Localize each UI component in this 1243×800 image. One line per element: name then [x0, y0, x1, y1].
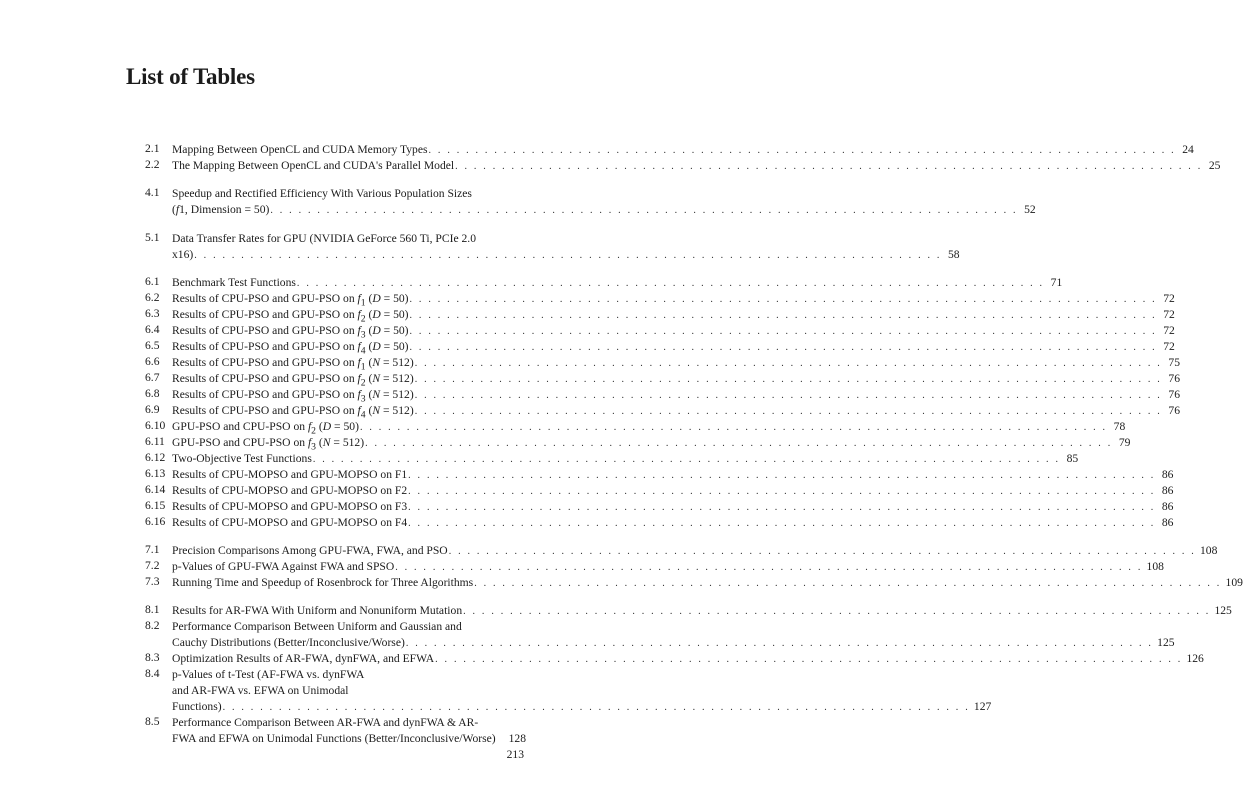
entry-page-number: 58	[947, 247, 960, 261]
entry-page-number: 79	[1118, 435, 1131, 449]
table-number: 6.7	[145, 370, 160, 384]
entry-title: Results of CPU-PSO and GPU-PSO on $f_2$ (N = 512)	[172, 371, 414, 389]
leader-dots: . . . . . . . . . . . . . . . . . . . . . . . . . . . . . . . . . . . . . . . . . . . . . . . . . . . . . . . . . . . . . . . . . . . . . . . . . . . . . . . .	[405, 638, 1154, 650]
entry-line	[172, 699, 992, 715]
entry-page-number: 109	[1225, 576, 1243, 590]
entry-title: FWA and EFWA on Unimodal Functions (Better/Inconclusive/Worse)	[172, 732, 496, 746]
entry-title: Results of CPU-PSO and GPU-PSO on $f_4$ (N = 512)	[172, 403, 414, 421]
table-number: 6.16	[145, 514, 166, 528]
table-number: 6.3	[145, 306, 160, 320]
toc-entry[interactable]	[145, 354, 1180, 373]
page-title: List of Tables	[126, 64, 255, 89]
entry-title: The Mapping Between OpenCL and CUDA's Parallel Model	[172, 159, 455, 172]
entry-line	[172, 499, 1174, 515]
leader-dots: . . . . . . . . . . . . . . . . . . . . . . . . . . . . . . . . . . . . . . . . . . . . . . . . . . . . . . . . . . . . . . . . . . . . . . . . . . . . . . . .	[435, 654, 1183, 666]
entry-title: Mapping Between OpenCL and CUDA Memory Types	[172, 143, 428, 156]
leader-dots: . . . . . . . . . . . . . . . . . . . . . . . . . . . . . . . . . . . . . . . . . . . . . . . . . . . . . . . . . . . . . . . . . . . . . . . . . . . . . . . .	[409, 293, 1157, 305]
entry-title: x16)	[172, 247, 194, 261]
entry-line	[172, 158, 1221, 174]
leader-dots: . . . . . . . . . . . . . . . . . . . . . . . . . . . . . . . . . . . . . . . . . . . . . . . . . . . . . . . . . . . . . . . . . . . . . . . . . . . . . . . .	[296, 277, 1045, 289]
entry-page-number: 86	[1161, 467, 1174, 481]
entry-page-number: 108	[1146, 560, 1164, 574]
entry-page-number: 76	[1168, 387, 1180, 401]
entry-page-number: 52	[1024, 203, 1036, 217]
leader-dots: . . . . . . . . . . . . . . . . . . . . . . . . . . . . . . . . . . . . . . . . . . . . . . . . . . . . . . . . . . . . . . . . . . . . . . . . . . . . . . . .	[365, 437, 1113, 449]
entry-page-number: 76	[1168, 403, 1180, 417]
leader-dots: . . . . . . . . . . . . . . . . . . . . . . . . . . . . . . . . . . . . . . . . . . . . . . . . . . . . . . . . . . . . . . . . . . . . . . . . . . . . . . . .	[270, 205, 1018, 217]
toc-entry[interactable]	[145, 715, 526, 747]
entry-page-number: 128	[508, 732, 526, 746]
toc-entry[interactable]	[145, 514, 1174, 531]
entry-title: Benchmark Test Functions	[172, 275, 296, 289]
entry-line	[172, 371, 1180, 389]
entry-page-number: 85	[1066, 451, 1079, 465]
table-number: 7.2	[145, 559, 160, 573]
entry-line	[172, 715, 526, 731]
entry-title: Results for AR-FWA With Uniform and Nonuniform Mutation	[172, 604, 463, 618]
leader-dots: . . . . . . . . . . . . . . . . . . . . . . . . . . . . . . . . . . . . . . . . . . . . . . . . . . . . . . . . . . . . . . . . . . . . . . . . . . . . . . . .	[408, 517, 1156, 529]
toc-entry[interactable]	[145, 466, 1174, 483]
entry-title: Cauchy Distributions (Better/Inconclusive/Worse)	[172, 636, 405, 650]
table-number: 6.10	[145, 418, 166, 432]
entry-page-number: 86	[1161, 499, 1174, 513]
table-number: 8.3	[145, 651, 160, 665]
entry-title: Running Time and Speedup of Rosenbrock for Three Algorithms	[172, 576, 474, 590]
entry-title: Results of CPU-MOPSO and GPU-MOPSO on F4	[172, 515, 408, 529]
entry-page-number: 76	[1168, 371, 1180, 385]
entry-line	[172, 307, 1175, 325]
table-number: 6.12	[145, 450, 166, 464]
entry-page-number: 25	[1208, 159, 1221, 172]
entry-line	[172, 142, 1194, 158]
entry-line	[172, 403, 1180, 421]
toc-group	[145, 543, 1243, 591]
toc-entry[interactable]	[145, 418, 1126, 437]
page-number: 213	[506, 748, 524, 761]
entry-title: Results of CPU-MOPSO and GPU-MOPSO on F3	[172, 499, 408, 513]
leader-dots: . . . . . . . . . . . . . . . . . . . . . . . . . . . . . . . . . . . . . . . . . . . . . . . . . . . . . . . . . . . . . . . . . . . . . . . . . . . . . . . .	[408, 501, 1156, 513]
toc-entry[interactable]	[145, 575, 1243, 591]
entry-line	[172, 419, 1126, 437]
entry-line	[172, 467, 1174, 483]
table-number: 6.9	[145, 402, 160, 416]
entry-title: Speedup and Rectified Efficiency With Various Population Sizes	[172, 187, 472, 201]
entry-page-number: 78	[1113, 419, 1126, 433]
table-number: 4.1	[145, 186, 160, 200]
entry-title: Results of CPU-PSO and GPU-PSO on $f_3$ (D = 50)	[172, 323, 409, 341]
table-number: 5.1	[145, 230, 160, 244]
toc-group	[145, 274, 1180, 531]
entry-title: and AR-FWA vs. EFWA on Unimodal	[172, 684, 349, 698]
leader-dots: . . . . . . . . . . . . . . . . . . . . . . . . . . . . . . . . . . . . . . . . . . . . . . . . . . . . . . . . . . . . . . . . . . . . . . . . . . . . . . . .	[312, 453, 1061, 465]
leader-dots: . . . . . . . . . . . . . . . . . . . . . . . . . . . . . . . . . . . . . . . . . . . . . . . . . . . . . . . . . . . . . . . . . . . . . . . . . . . . . . . .	[222, 702, 970, 714]
entry-line	[172, 202, 1036, 218]
entry-title: Results of CPU-PSO and GPU-PSO on $f_4$ (D = 50)	[172, 339, 409, 357]
entry-title: Results of CPU-PSO and GPU-PSO on $f_1$ (D = 50)	[172, 291, 409, 309]
entry-line	[172, 603, 1232, 619]
leader-dots: . . . . . . . . . . . . . . . . . . . . . . . . . . . . . . . . . . . . . . . . . . . . . . . . . . . . . . . . . . . . . . . . . . . . . . . . . . . . . . . .	[414, 405, 1162, 417]
toc-entry[interactable]	[145, 667, 992, 715]
toc-entry[interactable]	[145, 482, 1174, 499]
entry-title: Results of CPU-PSO and GPU-PSO on $f_1$ (N = 512)	[172, 355, 414, 373]
leader-dots: . . . . . . . . . . . . . . . . . . . . . . . . . . . . . . . . . . . . . . . . . . . . . . . . . . . . . . . . . . . . . . . . . . . . . . . . . . . . . . . .	[409, 341, 1157, 353]
entry-title: GPU-PSO and CPU-PSO on $f_3$ (N = 512)	[172, 435, 365, 453]
entry-title: Functions)	[172, 700, 222, 714]
entry-line	[172, 683, 526, 699]
entry-line	[172, 355, 1180, 373]
entry-page-number: 108	[1200, 544, 1218, 558]
leader-dots: . . . . . . . . . . . . . . . . . . . . . . . . . . . . . . . . . . . . . . . . . . . . . . . . . . . . . . . . . . . . . . . . . . . . . . . . . . . . . . . .	[194, 249, 942, 261]
entry-title: GPU-PSO and CPU-PSO on $f_2$ (D = 50)	[172, 419, 359, 437]
leader-dots: . . . . . . . . . . . . . . . . . . . . . . . . . . . . . . . . . . . . . . . . . . . . . . . . . . . . . . . . . . . . . . . . . . . . . . . . . . . . . . . .	[395, 562, 1143, 574]
leader-dots: . . . . . . . . . . . . . . . . . . . . . . . . . . . . . . . . . . . . . . . . . . . . . . . . . . . . . . . . . . . . . . . . . . . . . . . . . . . . . . . .	[409, 309, 1157, 321]
table-number: 6.6	[145, 354, 160, 368]
leader-dots: . . . . . . . . . . . . . . . . . . . . . . . . . . . . . . . . . . . . . . . . . . . . . . . . . . . . . . . . . . . . . . . . . . . . . . . . . . . . . . . .	[408, 469, 1156, 481]
leader-dots: . . . . . . . . . . . . . . . . . . . . . . . . . . . . . . . . . . . . . . . . . . . . . . . . . . . . . . . . . . . . . . . . . . . . . . . . . . . . . . . .	[448, 546, 1196, 558]
toc-entry[interactable]	[145, 230, 960, 263]
toc-entry[interactable]	[145, 619, 1175, 651]
toc-entry[interactable]	[145, 386, 1180, 405]
entry-line	[172, 323, 1175, 341]
entry-line	[172, 515, 1174, 531]
table-number: 6.2	[145, 290, 160, 304]
entry-page-number: 72	[1163, 307, 1175, 321]
entry-line	[172, 275, 1063, 291]
entry-line	[172, 339, 1175, 357]
table-number: 6.4	[145, 322, 160, 336]
toc-entry[interactable]	[145, 322, 1175, 341]
table-number: 2.1	[145, 142, 160, 155]
toc-entry[interactable]	[145, 290, 1175, 309]
toc-group	[145, 186, 1036, 218]
table-number: 6.13	[145, 466, 166, 480]
entry-title: p-Values of t-Test (AF-FWA vs. dynFWA	[172, 668, 365, 682]
table-number: 8.5	[145, 715, 160, 729]
entry-title: Data Transfer Rates for GPU (NVIDIA GeForce 560 Ti, PCIe 2.0	[172, 231, 476, 245]
entry-page-number: 72	[1163, 291, 1175, 305]
entry-title: Performance Comparison Between Uniform and Gaussian and	[172, 620, 462, 634]
leader-dots: . . . . . . . . . . . . . . . . . . . . . . . . . . . . . . . . . . . . . . . . . . . . . . . . . . . . . . . . . . . . . . . . . . . . . . . . . . . . . . . .	[428, 145, 1176, 156]
toc-entry[interactable]	[145, 158, 1221, 174]
entry-line	[172, 651, 1204, 667]
toc-entry[interactable]	[145, 142, 1194, 158]
entry-page-number: 86	[1161, 483, 1174, 497]
entry-line	[172, 483, 1174, 499]
toc-entry[interactable]	[145, 402, 1180, 421]
toc-group	[145, 603, 1232, 747]
entry-title: Results of CPU-PSO and GPU-PSO on $f_2$ (D = 50)	[172, 307, 409, 325]
leader-dots: . . . . . . . . . . . . . . . . . . . . . . . . . . . . . . . . . . . . . . . . . . . . . . . . . . . . . . . . . . . . . . . . . . . . . . . . . . . . . . . .	[414, 357, 1162, 369]
table-number: 6.15	[145, 498, 166, 512]
toc-entry[interactable]	[145, 603, 1232, 619]
table-number: 2.2	[145, 158, 160, 171]
table-number: 6.1	[145, 274, 160, 288]
toc-entry[interactable]	[145, 338, 1175, 357]
entry-line	[172, 435, 1131, 453]
entry-line	[172, 291, 1175, 309]
leader-dots: . . . . . . . . . . . . . . . . . . . . . . . . . . . . . . . . . . . . . . . . . . . . . . . . . . . . . . . . . . . . . . . . . . . . . . . . . . . . . . . .	[359, 421, 1108, 433]
toc-entry[interactable]	[145, 274, 1063, 291]
toc-group	[145, 142, 1221, 174]
toc-entry[interactable]	[145, 498, 1174, 515]
toc-entry[interactable]	[145, 651, 1204, 667]
entry-line	[172, 635, 1175, 651]
toc-entry[interactable]	[145, 306, 1175, 325]
entry-title: (f1, Dimension = 50)	[172, 203, 270, 217]
entry-title: Precision Comparisons Among GPU-FWA, FWA, and PSO	[172, 544, 448, 558]
entry-page-number: 72	[1163, 339, 1175, 353]
toc-entry[interactable]	[145, 559, 1164, 575]
entry-title: Performance Comparison Between AR-FWA and dynFWA & AR-	[172, 716, 479, 730]
entry-line	[172, 731, 526, 747]
entry-page-number: 125	[1214, 604, 1232, 618]
leader-dots: . . . . . . . . . . . . . . . . . . . . . . . . . . . . . . . . . . . . . . . . . . . . . . . . . . . . . . . . . . . . . . . . . . . . . . . . . . . . . . . .	[414, 389, 1162, 401]
entry-page-number: 72	[1163, 323, 1175, 337]
entry-page-number: 24	[1182, 143, 1194, 156]
entry-line	[172, 451, 1079, 467]
entry-line	[172, 575, 1243, 591]
table-number: 8.4	[145, 667, 160, 681]
leader-dots: . . . . . . . . . . . . . . . . . . . . . . . . . . . . . . . . . . . . . . . . . . . . . . . . . . . . . . . . . . . . . . . . . . . . . . . . . . . . . . . .	[408, 485, 1156, 497]
entry-page-number: 127	[973, 700, 992, 714]
leader-dots: . . . . . . . . . . . . . . . . . . . . . . . . . . . . . . . . . . . . . . . . . . . . . . . . . . . . . . . . . . . . . . . . . . . . . . . . . . . . . . . .	[409, 325, 1157, 337]
leader-dots: . . . . . . . . . . . . . . . . . . . . . . . . . . . . . . . . . . . . . . . . . . . . . . . . . . . . . . . . . . . . . . . . . . . . . . . . . . . . . . . .	[474, 578, 1222, 590]
toc-group	[145, 230, 960, 263]
entry-page-number: 86	[1161, 515, 1174, 529]
entry-title: Results of CPU-PSO and GPU-PSO on $f_3$ (N = 512)	[172, 387, 414, 405]
entry-title: Two-Objective Test Functions	[172, 451, 312, 465]
leader-dots: . . . . . . . . . . . . . . . . . . . . . . . . . . . . . . . . . . . . . . . . . . . . . . . . . . . . . . . . . . . . . . . . . . . . . . . . . . . . . . . .	[414, 373, 1162, 385]
entry-page-number: 71	[1050, 275, 1063, 289]
leader-dots: . . . . . . . . . . . . . . . . . . . . . . . . . . . . . . . . . . . . . . . . . . . . . . . . . . . . . . . . . . . . . . . . . . . . . . . . . . . . . . . .	[463, 606, 1211, 618]
entry-page-number: 75	[1168, 355, 1180, 369]
toc-entry[interactable]	[145, 434, 1131, 453]
toc-entry[interactable]	[145, 543, 1218, 559]
entry-line	[172, 619, 526, 635]
entry-title: Results of CPU-MOPSO and GPU-MOPSO on F1	[172, 467, 408, 481]
entry-line	[172, 543, 1218, 559]
entry-title: p-Values of GPU-FWA Against FWA and SPSO	[172, 560, 395, 574]
list-of-tables	[145, 142, 1243, 760]
table-number: 8.1	[145, 603, 160, 617]
toc-entry[interactable]	[145, 370, 1180, 389]
table-number: 6.14	[145, 482, 166, 496]
toc-entry[interactable]	[145, 186, 1036, 218]
entry-line	[172, 231, 526, 247]
toc-entry[interactable]	[145, 450, 1079, 467]
leader-dots: . . . . . . . . . . . . . . . . . . . . . . . . . . . . . . . . . . . . . . . . . . . . . . . . . . . . . . . . . . . . . . . . . . . . . . . . . . . . . . . .	[455, 161, 1203, 172]
table-number: 7.1	[145, 543, 160, 557]
table-number: 8.2	[145, 619, 160, 633]
entry-line	[172, 667, 526, 683]
table-number: 6.8	[145, 386, 160, 400]
entry-line	[172, 559, 1164, 575]
entry-line	[172, 387, 1180, 405]
table-number: 7.3	[145, 575, 160, 589]
entry-page-number: 125	[1157, 636, 1175, 650]
entry-line	[172, 247, 960, 263]
entry-page-number: 126	[1186, 652, 1204, 666]
entry-line	[172, 186, 526, 202]
table-number: 6.5	[145, 338, 160, 352]
table-number: 6.11	[145, 434, 165, 448]
entry-title: Results of CPU-MOPSO and GPU-MOPSO on F2	[172, 483, 408, 497]
entry-title: Optimization Results of AR-FWA, dynFWA, and EFWA	[172, 652, 435, 666]
